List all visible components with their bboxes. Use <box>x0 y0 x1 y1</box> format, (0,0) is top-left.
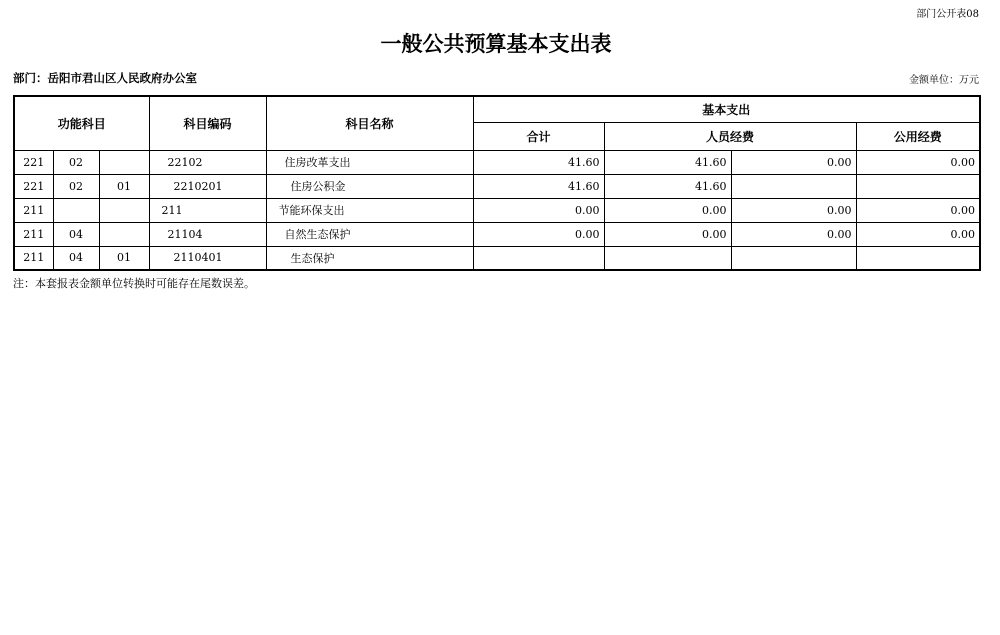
func-code-1-cell: 211 <box>14 246 53 270</box>
total-value-cell: 0.00 <box>473 198 604 222</box>
personnel-value-cell-1: 0.00 <box>604 222 731 246</box>
meta-row <box>13 70 979 86</box>
personnel-value-cell-2: 0.00 <box>731 198 856 222</box>
subject-name-cell: 节能环保支出 <box>266 198 473 222</box>
col-header-personnel-funds: 人员经费 <box>604 122 856 150</box>
func-code-3-cell <box>99 222 149 246</box>
total-value-cell: 0.00 <box>473 222 604 246</box>
personnel-value-cell-1: 41.60 <box>604 150 731 174</box>
total-value-cell <box>473 246 604 270</box>
func-code-2-cell: 02 <box>53 174 99 198</box>
table-row <box>14 222 980 246</box>
col-header-total: 合计 <box>473 122 604 150</box>
subject-code-cell: 211 <box>149 198 266 222</box>
public-value-cell <box>856 174 980 198</box>
subject-code-cell: 2110401 <box>149 246 266 270</box>
document-page <box>0 0 1000 291</box>
func-code-2-cell <box>53 198 99 222</box>
personnel-value-cell-2: 0.00 <box>731 150 856 174</box>
personnel-value-cell-2 <box>731 174 856 198</box>
public-value-cell: 0.00 <box>856 222 980 246</box>
subject-code-cell: 2210201 <box>149 174 266 198</box>
header-row-1 <box>14 96 980 122</box>
func-code-1-cell: 211 <box>14 222 53 246</box>
personnel-value-cell-2 <box>731 246 856 270</box>
func-code-1-cell: 221 <box>14 150 53 174</box>
col-header-subject-name: 科目名称 <box>266 96 473 150</box>
table-row <box>14 246 980 270</box>
total-value-cell: 41.60 <box>473 174 604 198</box>
subject-name-cell: 住房改革支出 <box>266 150 473 174</box>
col-header-functional-subject: 功能科目 <box>14 96 149 150</box>
func-code-2-cell: 02 <box>53 150 99 174</box>
func-code-3-cell: 01 <box>99 246 149 270</box>
personnel-value-cell-1: 0.00 <box>604 198 731 222</box>
budget-table <box>13 95 981 271</box>
func-code-2-cell: 04 <box>53 222 99 246</box>
department-label: 部门：岳阳市君山区人民政府办公室 <box>13 71 197 85</box>
func-code-1-cell: 221 <box>14 174 53 198</box>
table-row <box>14 174 980 198</box>
table-row <box>14 150 980 174</box>
table-header <box>14 96 980 150</box>
func-code-2-cell: 04 <box>53 246 99 270</box>
amount-unit-label: 金额单位：万元 <box>909 75 979 86</box>
subject-code-cell: 21104 <box>149 222 266 246</box>
table-row <box>14 198 980 222</box>
personnel-value-cell-1 <box>604 246 731 270</box>
total-value-cell: 41.60 <box>473 150 604 174</box>
personnel-value-cell-1: 41.60 <box>604 174 731 198</box>
subject-name-cell: 自然生态保护 <box>266 222 473 246</box>
page-title: 一般公共预算基本支出表 <box>380 31 612 56</box>
func-code-1-cell: 211 <box>14 198 53 222</box>
table-body <box>14 150 980 270</box>
col-header-subject-code: 科目编码 <box>149 96 266 150</box>
func-code-3-cell <box>99 150 149 174</box>
subject-code-cell: 22102 <box>149 150 266 174</box>
personnel-value-cell-2: 0.00 <box>731 222 856 246</box>
subject-name-cell: 住房公积金 <box>266 174 473 198</box>
subject-name-cell: 生态保护 <box>266 246 473 270</box>
col-header-basic-expenditure: 基本支出 <box>473 96 980 122</box>
doc-number: 部门公开表08 <box>916 9 979 20</box>
footnote: 注：本套报表金额单位转换时可能存在尾数误差。 <box>13 277 255 290</box>
public-value-cell: 0.00 <box>856 150 980 174</box>
func-code-3-cell <box>99 198 149 222</box>
public-value-cell: 0.00 <box>856 198 980 222</box>
col-header-public-funds: 公用经费 <box>856 122 980 150</box>
func-code-3-cell: 01 <box>99 174 149 198</box>
public-value-cell <box>856 246 980 270</box>
